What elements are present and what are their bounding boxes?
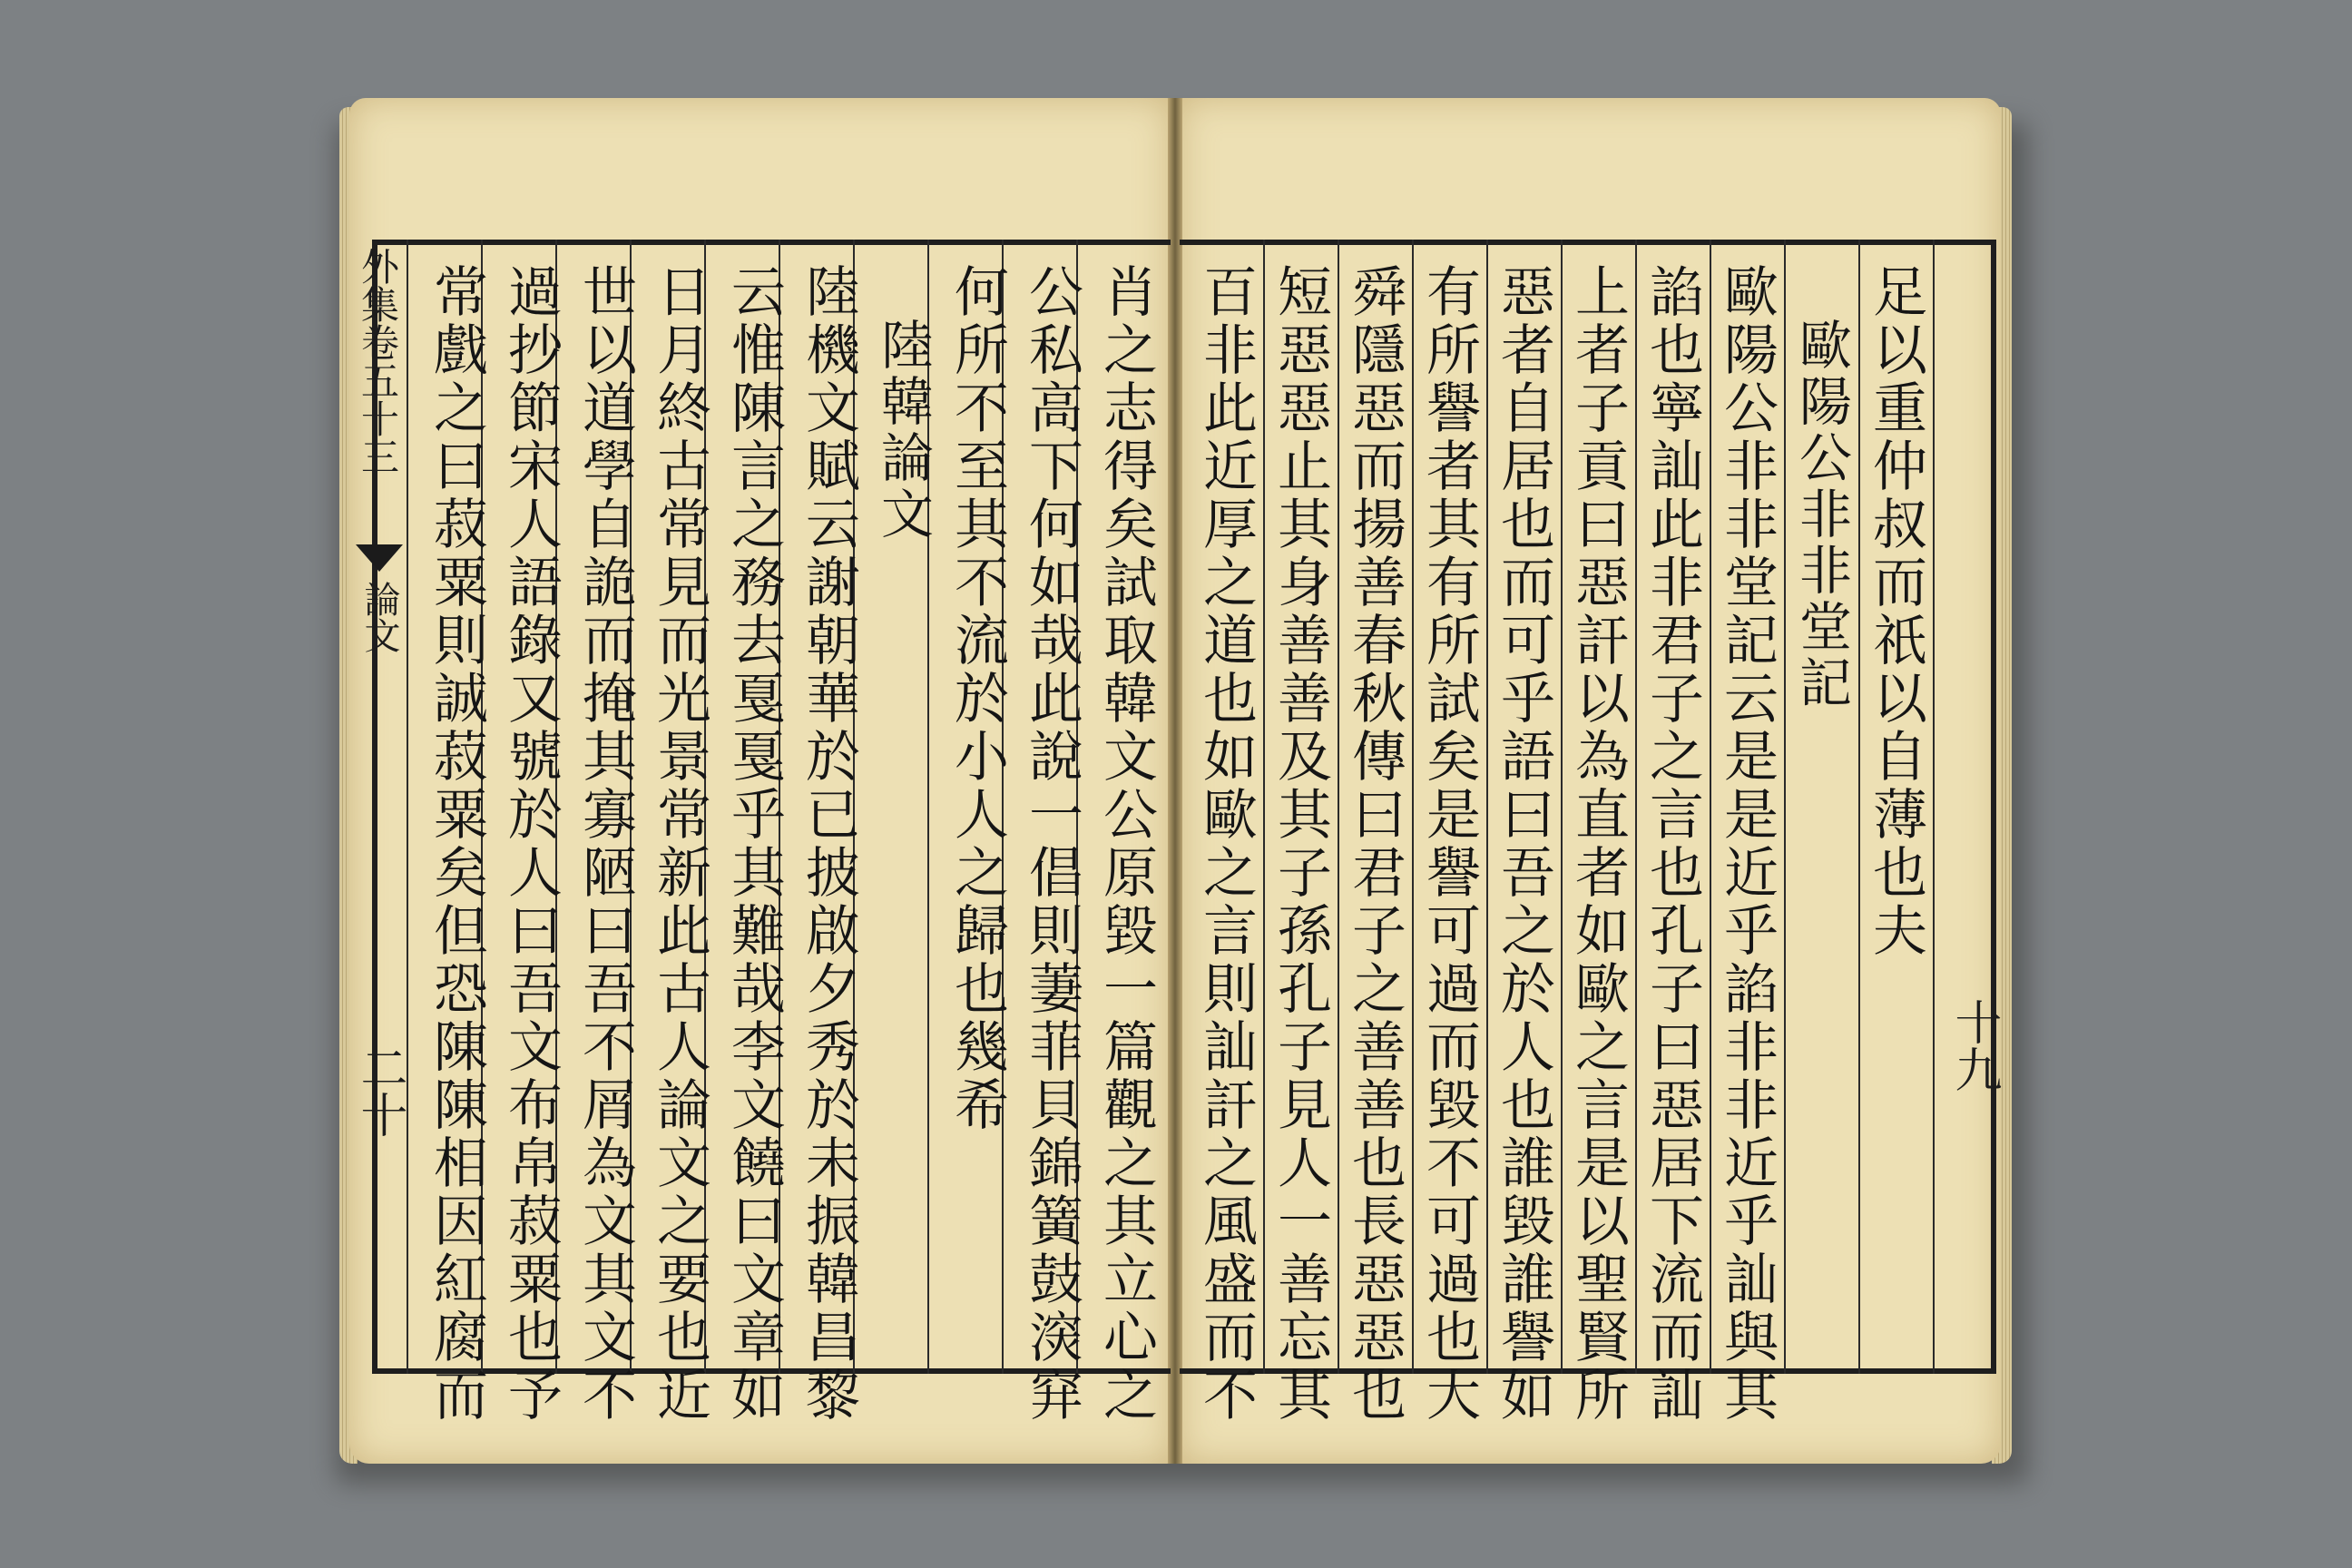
text-column: 足以重仲叔而祇以自薄也夫: [1864, 263, 1927, 960]
fish-tail-mark-icon: [356, 544, 403, 572]
text-column: 百非此近厚之道也如歐之言則訕訐之風盛而不: [1194, 263, 1258, 1425]
text-column: 上者子貢曰惡訐以為直者如歐之言是以聖賢所: [1566, 263, 1630, 1425]
left-folio-number: 二十: [352, 1044, 407, 1138]
text-column: 陸機文賦云謝朝華於已披啟夕秀於未振韓昌黎: [797, 263, 860, 1425]
text-column: 諂也寧訕此非君子之言也孔子曰惡居下流而訕: [1641, 263, 1704, 1425]
text-column: 歐陽公非非堂記云是是近乎諂非非近乎訕與其: [1715, 263, 1779, 1425]
text-column: 肖之志得矣試取韓文公原毀一篇觀之其立心之: [1094, 263, 1158, 1425]
text-column: 舜隱惡而揚善春秋傳曰君子之善善也長惡惡也: [1343, 263, 1406, 1425]
text-column: 日月終古常見而光景常新此古人論文之要也近: [648, 263, 711, 1425]
text-column: 公私高下何如哉此說一倡則萋菲貝錦簧鼓㴱穽: [1020, 263, 1083, 1425]
column-rule: [1933, 240, 1935, 1374]
text-column: 云惟陳言之務去戛戛乎其難哉李文饒曰文章如: [722, 263, 786, 1425]
section-heading: 陸韓論文: [872, 318, 934, 543]
text-column: 世以道學自詭而掩其寡陋曰吾不屑為文其文不: [573, 263, 637, 1425]
margin-section-title: 論文: [358, 581, 400, 653]
text-column: 何所不至其不流於小人之歸也幾希: [946, 263, 1009, 1134]
column-rule: [407, 240, 408, 1374]
text-column: 惡者自居也而可乎語曰吾之於人也誰毀誰譽如: [1492, 263, 1555, 1425]
right-folio-number: 十九: [1946, 998, 2001, 1093]
text-column: 有所譽者其有所試矣是譽可過而毀不可過也大: [1417, 263, 1481, 1425]
text-column: 常戲之曰菽粟則誠菽粟矣但恐陳陳相因紅腐而: [425, 263, 488, 1425]
margin-volume-title: 外集卷五十三: [356, 247, 400, 475]
text-column: 過抄節宋人語錄又號於人曰吾文布帛菽粟也予: [499, 263, 563, 1425]
section-heading: 歐陽公非非堂記: [1790, 318, 1852, 711]
text-column: 短惡惡止其身善善及其子孫孔子見人一善忘其: [1269, 263, 1332, 1425]
